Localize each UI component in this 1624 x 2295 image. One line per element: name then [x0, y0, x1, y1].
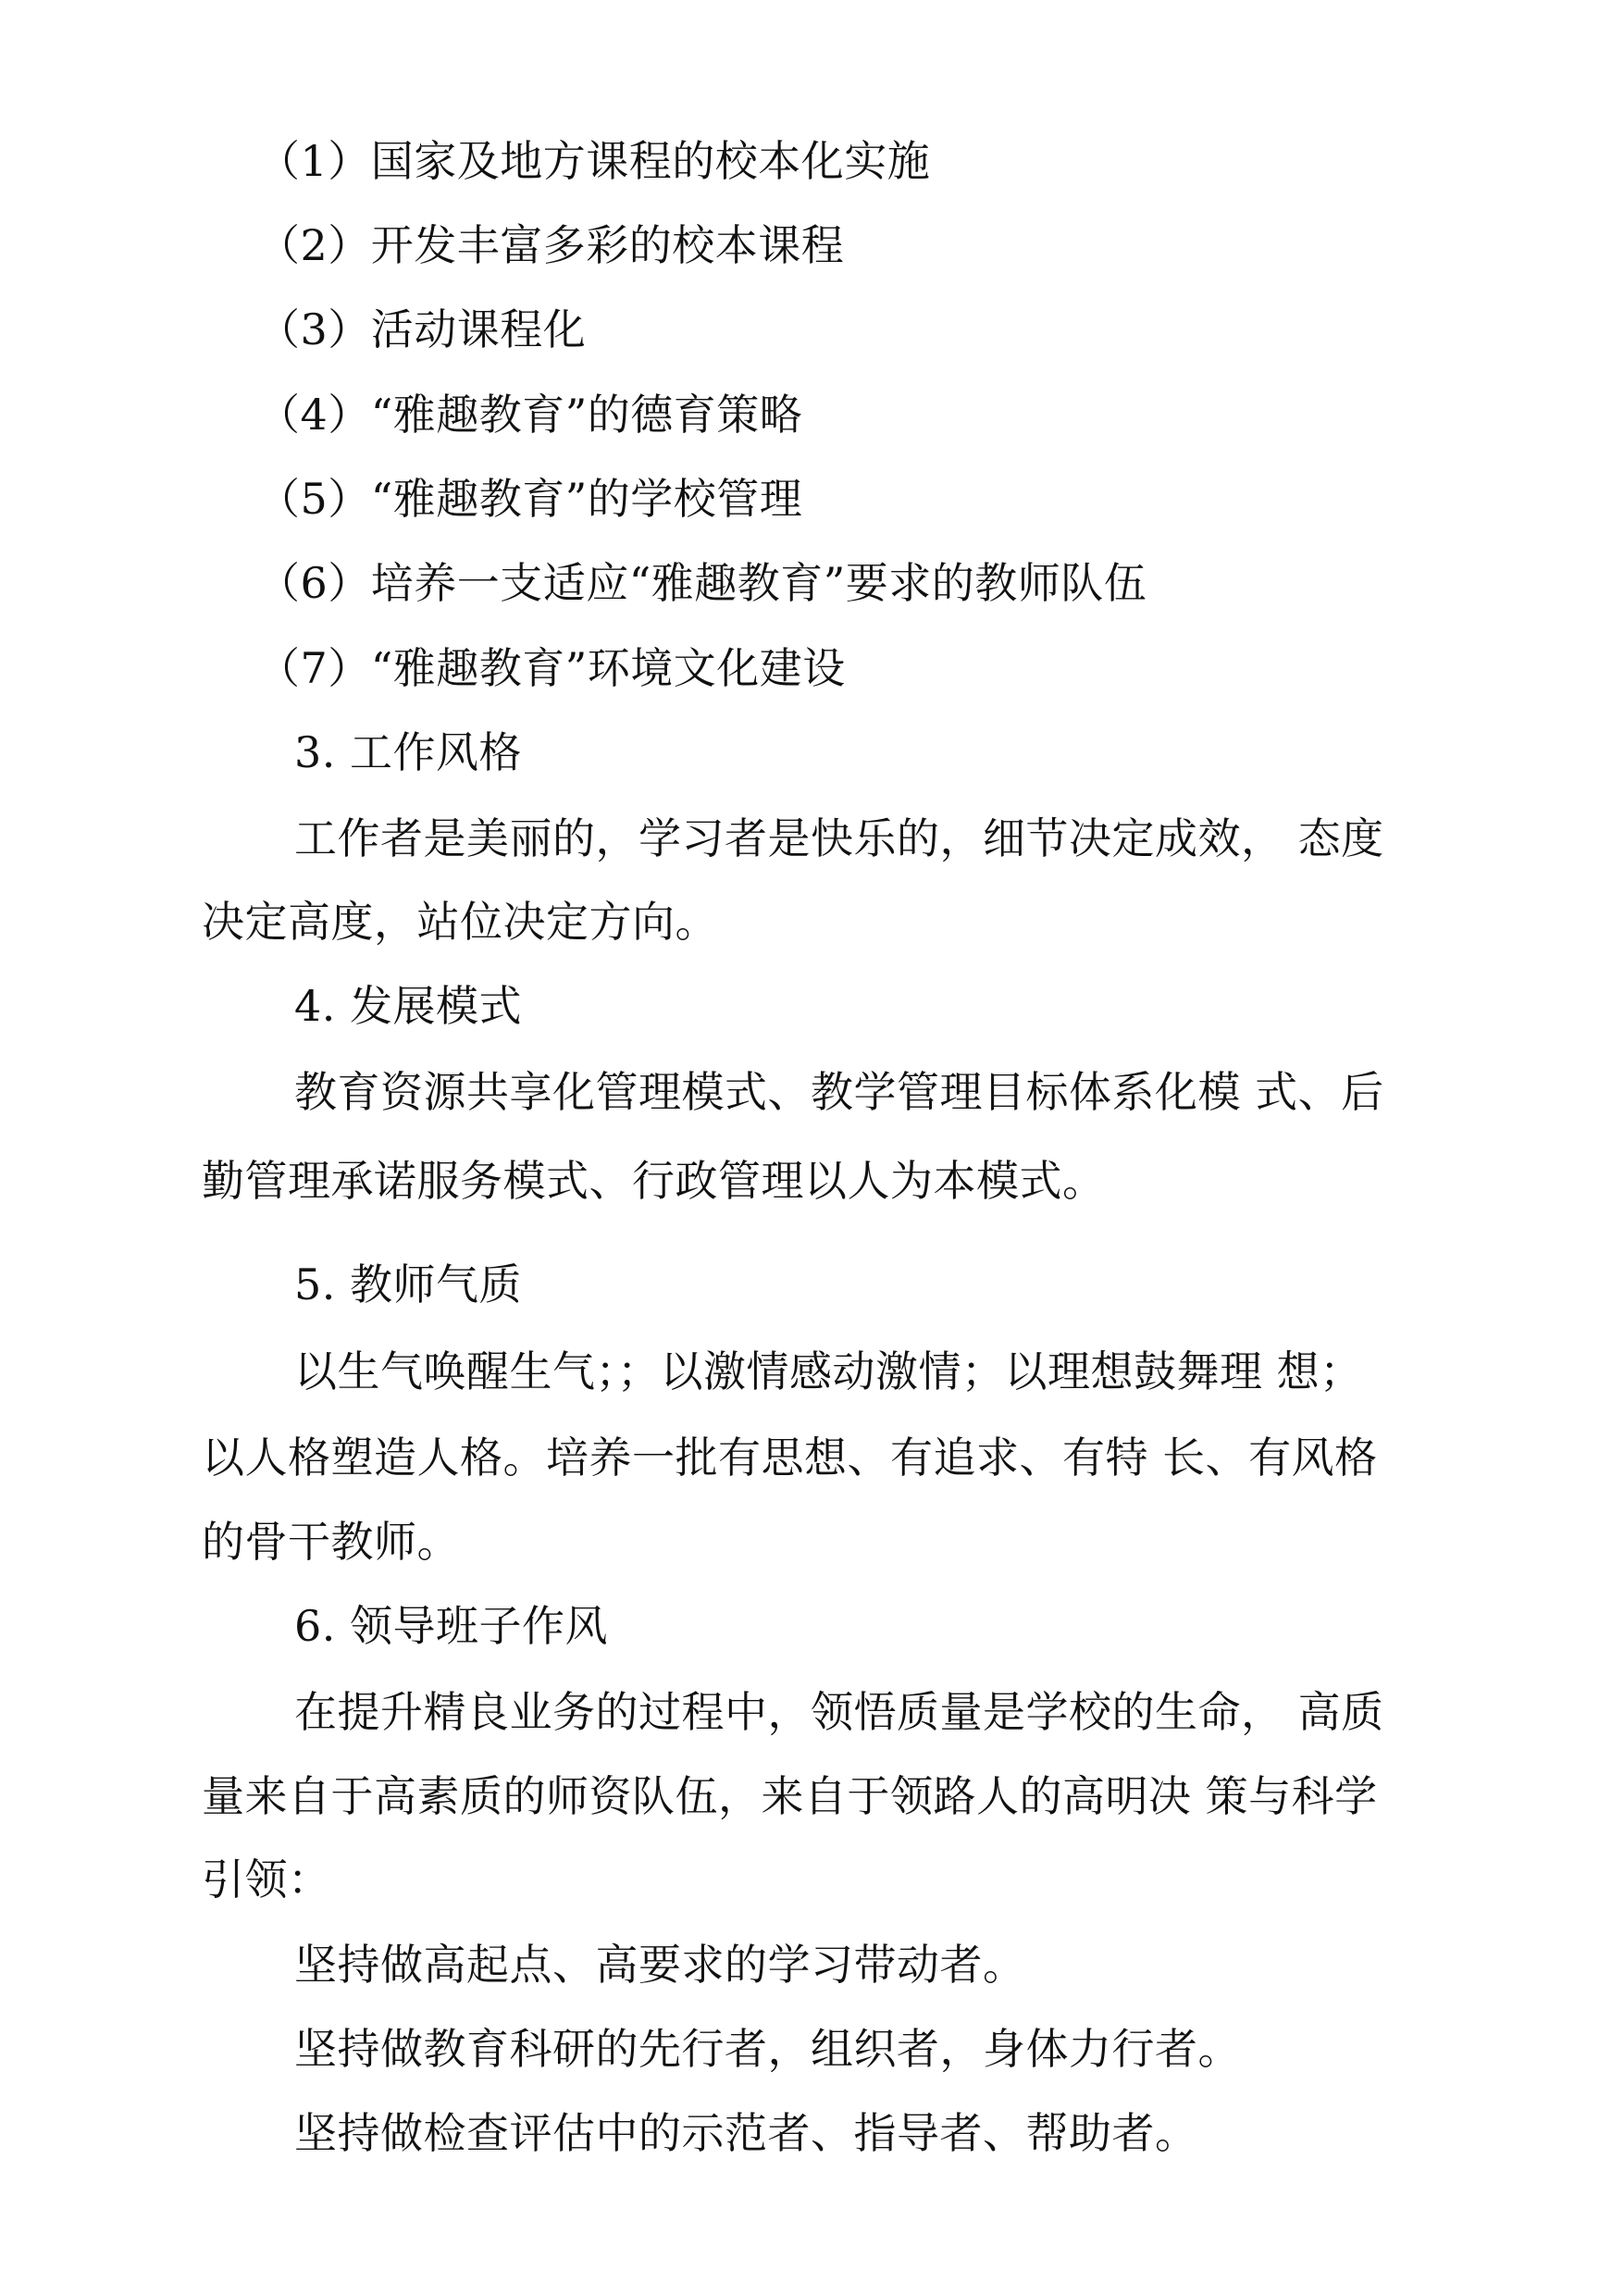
list-item-6: （6）培养一支适应“雅趣教育”要求的教师队伍 [257, 558, 1147, 608]
list-item-1: （1）国家及地方课程的校本化实施 [257, 136, 931, 186]
list-item-3: （3）活动课程化 [257, 304, 587, 354]
paragraph-work-style-line-2: 决定高度，站位决定方向。 [202, 897, 718, 947]
paragraph-leadership-line-2: 量来自于高素质的师资队伍，来自于领路人的高明决 策与科学 [202, 1771, 1378, 1821]
paragraph-teacher-line-2: 以人格塑造人格。培养一批有思想、有追求、有特 长、有风格 [202, 1433, 1378, 1482]
list-item-5: （5）“雅趣教育”的学校管理 [257, 474, 803, 524]
section-heading-teacher-temperament: 5. 教师气质 [294, 1259, 523, 1309]
commitment-line-1: 坚持做高起点、高要求的学习带动者。 [294, 1940, 1026, 1990]
list-item-4: （4）“雅趣教育”的德育策略 [257, 390, 803, 440]
commitment-line-2: 坚持做教育科研的先行者，组织者，身体力行者。 [294, 2024, 1241, 2074]
paragraph-development-line-1: 教育资源共享化管理模式、教学管理目标体系化模 式、后 [294, 1067, 1384, 1117]
list-item-2: （2）开发丰富多彩的校本课程 [257, 220, 845, 270]
paragraph-teacher-line-3: 的骨干教师。 [202, 1517, 460, 1567]
commitment-line-3: 坚持做检查评估中的示范者、指导者、帮助者。 [294, 2108, 1198, 2158]
paragraph-work-style-line-1: 工作者是美丽的，学习者是快乐的，细节决定成效， 态度 [294, 813, 1384, 863]
paragraph-leadership-line-3: 引领： [202, 1855, 331, 1904]
paragraph-leadership-line-1: 在提升精良业务的过程中，领悟质量是学校的生命， 高质 [294, 1687, 1384, 1737]
section-heading-development-mode: 4. 发展模式 [294, 981, 523, 1031]
section-heading-leadership-style: 6. 领导班子作风 [294, 1601, 609, 1651]
section-heading-work-style: 3. 工作风格 [294, 727, 523, 777]
paragraph-development-line-2: 勤管理承诺服务模式、行政管理以人为本模式。 [202, 1156, 1106, 1206]
list-item-7: （7）“雅趣教育”环境文化建设 [257, 643, 846, 693]
paragraph-teacher-line-1: 以生气唤醒生气；；以激情感动激情；以理想鼓舞理 想； [294, 1346, 1363, 1396]
